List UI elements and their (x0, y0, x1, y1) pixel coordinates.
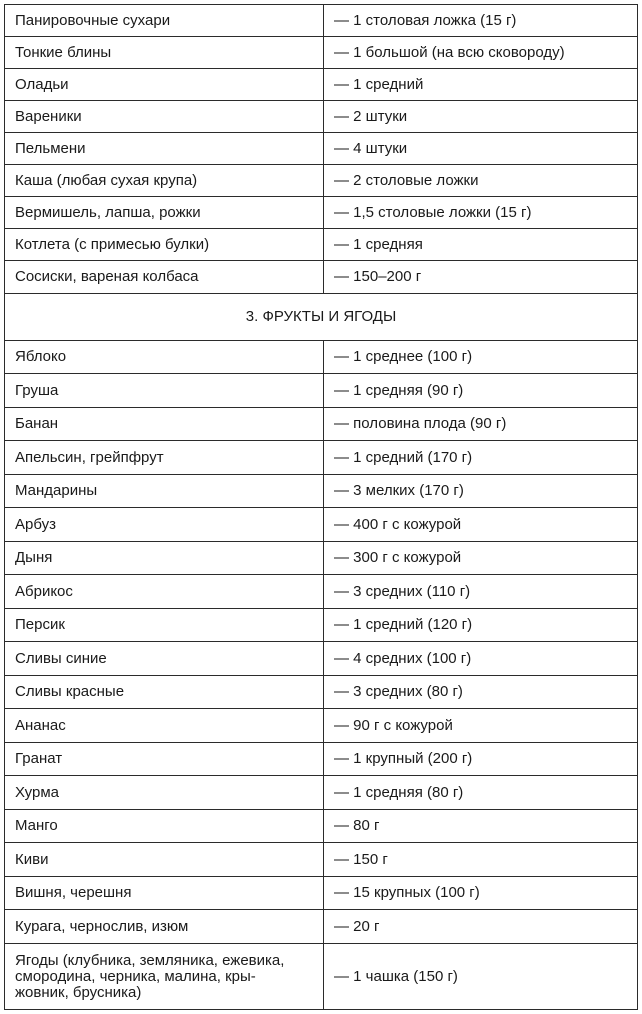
food-name: Киви (5, 843, 324, 877)
food-amount: — 2 столовые ложки (324, 165, 638, 197)
table-row (5, 776, 638, 810)
food-amount: — 150–200 г (324, 261, 638, 294)
table-row (5, 575, 638, 609)
food-name: Оладьи (5, 69, 324, 101)
food-name: Апельсин, грейпфрут (5, 441, 324, 475)
food-amount: — 1 большой (на всю сковороду) (324, 37, 638, 69)
table-row (5, 642, 638, 676)
table-row (5, 374, 638, 408)
food-amount: — 4 средних (100 г) (324, 642, 638, 676)
food-name: Вермишель, лапша, рожки (5, 197, 324, 229)
table-row (5, 341, 638, 374)
table-row (5, 743, 638, 776)
food-name: Сливы синие (5, 642, 324, 676)
food-name: Гранат (5, 743, 324, 776)
food-amount: — 1 средний (170 г) (324, 441, 638, 475)
food-name: Тонкие блины (5, 37, 324, 69)
table-row (5, 475, 638, 508)
food-name: Панировочные сухари (5, 5, 324, 37)
food-exchange-table (4, 4, 638, 1010)
food-amount: — половина плода (90 г) (324, 408, 638, 441)
food-name: Вареники (5, 101, 324, 133)
table-row (5, 843, 638, 877)
food-amount: — 1 средняя (324, 229, 638, 261)
food-name: Манго (5, 810, 324, 843)
food-name: Дыня (5, 542, 324, 575)
food-amount: — 150 г (324, 843, 638, 877)
food-amount: — 20 г (324, 910, 638, 944)
table-row (5, 810, 638, 843)
food-amount: — 1 средний (120 г) (324, 609, 638, 642)
section-header-row (5, 294, 638, 341)
table-row (5, 37, 638, 69)
food-name: Арбуз (5, 508, 324, 542)
food-amount: — 1 средний (324, 69, 638, 101)
food-name: Яблоко (5, 341, 324, 374)
food-name: Котлета (с примесью булки) (5, 229, 324, 261)
food-amount: — 90 г с кожурой (324, 709, 638, 743)
food-name-line: смородина, черника, малина, кры- (15, 967, 256, 985)
table-row (5, 165, 638, 197)
food-amount: — 1 средняя (90 г) (324, 374, 638, 408)
section-title: 3. ФРУКТЫ И ЯГОДЫ (5, 294, 638, 341)
food-name-line: Ягоды (клубника, земляника, ежевика, (15, 951, 285, 969)
food-name: Вишня, черешня (5, 877, 324, 910)
table-row (5, 609, 638, 642)
food-name: Каша (любая сухая крупа) (5, 165, 324, 197)
food-name: Банан (5, 408, 324, 441)
food-amount: — 400 г с кожурой (324, 508, 638, 542)
food-name: Мандарины (5, 475, 324, 508)
food-name (5, 944, 324, 1010)
food-amount: — 80 г (324, 810, 638, 843)
food-name: Ананас (5, 709, 324, 743)
food-name: Абрикос (5, 575, 324, 609)
table-row (5, 508, 638, 542)
food-amount: — 1 чашка (150 г) (324, 944, 638, 1010)
table-row (5, 133, 638, 165)
table-row (5, 542, 638, 575)
table-row (5, 944, 638, 1010)
table-row (5, 709, 638, 743)
food-amount: — 3 мелких (170 г) (324, 475, 638, 508)
table-row (5, 441, 638, 475)
food-name: Сосиски, вареная колбаса (5, 261, 324, 294)
table-row (5, 229, 638, 261)
food-name-line: жовник, брусника) (15, 983, 142, 1001)
food-name: Сливы красные (5, 676, 324, 709)
table-row (5, 910, 638, 944)
food-amount: — 3 средних (110 г) (324, 575, 638, 609)
table-row (5, 261, 638, 294)
food-amount: — 2 штуки (324, 101, 638, 133)
table-row (5, 69, 638, 101)
table-row (5, 197, 638, 229)
food-amount: — 300 г с кожурой (324, 542, 638, 575)
food-amount: — 4 штуки (324, 133, 638, 165)
food-amount: — 1,5 столовые ложки (15 г) (324, 197, 638, 229)
food-name: Пельмени (5, 133, 324, 165)
food-amount: — 3 средних (80 г) (324, 676, 638, 709)
food-name: Курага, чернослив, изюм (5, 910, 324, 944)
food-amount: — 15 крупных (100 г) (324, 877, 638, 910)
food-amount: — 1 средняя (80 г) (324, 776, 638, 810)
food-name: Хурма (5, 776, 324, 810)
food-name: Персик (5, 609, 324, 642)
food-amount: — 1 крупный (200 г) (324, 743, 638, 776)
table-row (5, 676, 638, 709)
table-row (5, 101, 638, 133)
food-amount: — 1 среднее (100 г) (324, 341, 638, 374)
table-row (5, 877, 638, 910)
food-amount: — 1 столовая ложка (15 г) (324, 5, 638, 37)
table-row (5, 408, 638, 441)
table-row (5, 5, 638, 37)
food-name: Груша (5, 374, 324, 408)
